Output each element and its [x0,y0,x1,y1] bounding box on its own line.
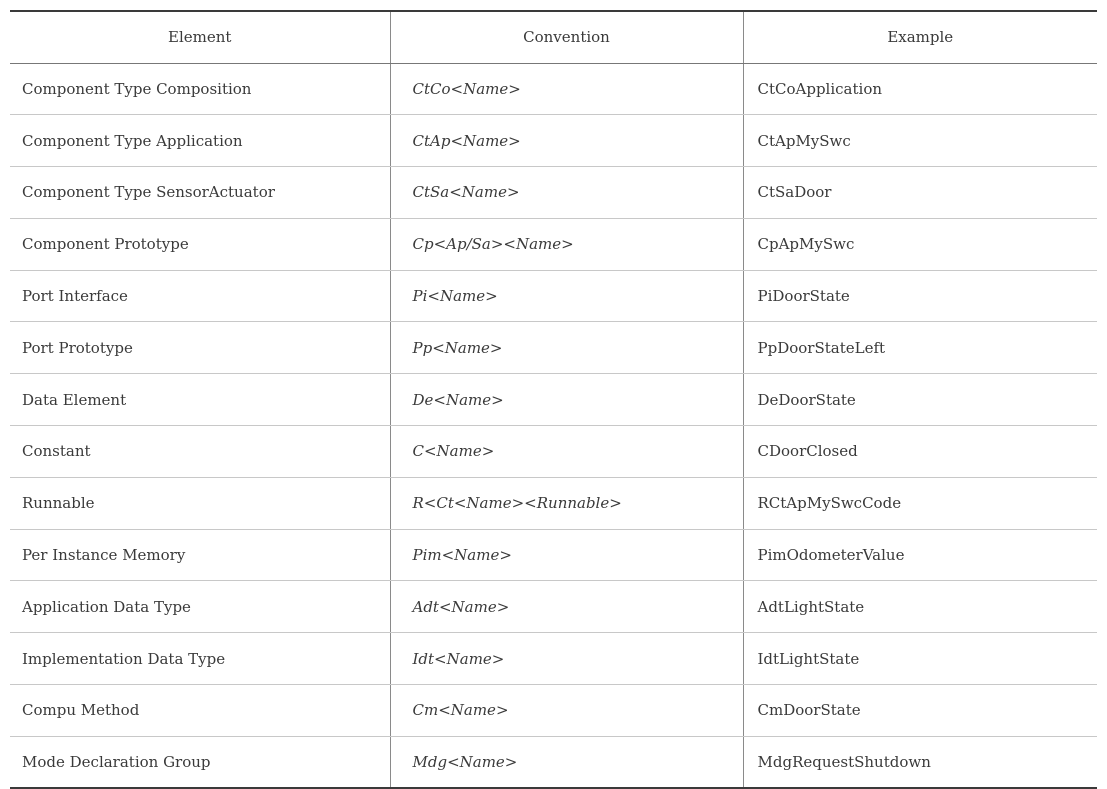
table-body [10,63,1097,788]
table-row [10,167,1097,219]
convention-cell: CtCo<Name> [390,63,743,115]
convention-cell: Idt<Name> [390,633,743,685]
convention-cell: Mdg<Name> [390,736,743,788]
example-cell: CmDoorState [743,685,1097,737]
example-cell: PiDoorState [743,270,1097,322]
convention-cell: De<Name> [390,374,743,426]
element-cell: Component Type Application [10,115,390,167]
convention-cell: C<Name> [390,426,743,478]
element-cell: Data Element [10,374,390,426]
example-cell: CtCoApplication [743,63,1097,115]
table-header [10,11,1097,63]
header-convention: Convention [390,11,743,63]
naming-convention-table [10,10,1097,789]
example-cell: CDoorClosed [743,426,1097,478]
table-row [10,374,1097,426]
example-cell: IdtLightState [743,633,1097,685]
example-cell: PpDoorStateLeft [743,322,1097,374]
table-row [10,426,1097,478]
example-cell: DeDoorState [743,374,1097,426]
convention-cell: Pim<Name> [390,529,743,581]
table-row [10,115,1097,167]
header-element: Element [10,11,390,63]
table-row [10,322,1097,374]
example-cell: RCtApMySwcCode [743,477,1097,529]
convention-cell: Pp<Name> [390,322,743,374]
element-cell: Mode Declaration Group [10,736,390,788]
element-cell: Implementation Data Type [10,633,390,685]
example-cell: CpApMySwc [743,218,1097,270]
example-cell: CtSaDoor [743,167,1097,219]
example-cell: AdtLightState [743,581,1097,633]
convention-cell: Adt<Name> [390,581,743,633]
table-row [10,63,1097,115]
convention-cell: Pi<Name> [390,270,743,322]
table-row [10,633,1097,685]
element-cell: Component Type SensorActuator [10,167,390,219]
convention-cell: R<Ct<Name><Runnable> [390,477,743,529]
example-cell: CtApMySwc [743,115,1097,167]
example-cell: PimOdometerValue [743,529,1097,581]
convention-cell: CtAp<Name> [390,115,743,167]
element-cell: Port Interface [10,270,390,322]
table-row [10,270,1097,322]
element-cell: Component Type Composition [10,63,390,115]
table-row [10,685,1097,737]
table-row [10,477,1097,529]
example-cell: MdgRequestShutdown [743,736,1097,788]
convention-cell: Cm<Name> [390,685,743,737]
header-example: Example [743,11,1097,63]
element-cell: Application Data Type [10,581,390,633]
element-cell: Constant [10,426,390,478]
table-row [10,529,1097,581]
element-cell: Runnable [10,477,390,529]
element-cell: Compu Method [10,685,390,737]
table-row [10,581,1097,633]
table-row [10,736,1097,788]
element-cell: Port Prototype [10,322,390,374]
convention-cell: CtSa<Name> [390,167,743,219]
element-cell: Component Prototype [10,218,390,270]
convention-cell: Cp<Ap/Sa><Name> [390,218,743,270]
header-row [10,11,1097,63]
element-cell: Per Instance Memory [10,529,390,581]
table-row [10,218,1097,270]
